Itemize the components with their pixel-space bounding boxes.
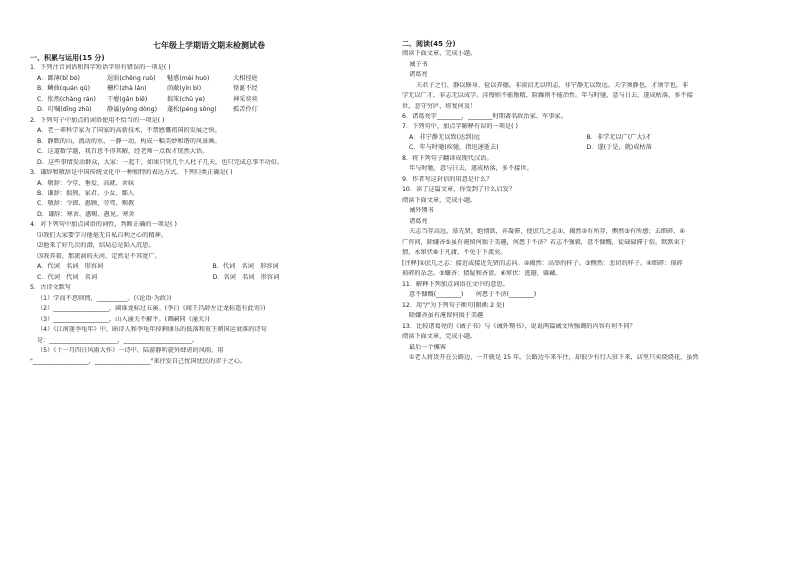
q6: 6．诸葛亮字________，________时期著名政治家、军事家。 <box>402 113 567 120</box>
q7-option-d: D．遂(于是，就)成枯落 <box>586 144 652 152</box>
q1-a-1: A．鄙薄(bǐ bó) <box>37 74 80 82</box>
q7-options-cd <box>402 144 764 152</box>
passage-2-line-1: 夫志当存高远，慕先贤，绝情欲，弃凝滞，使庶几之志①，揭然②有所存，恻然③有所感；去细碎，④ <box>409 228 685 236</box>
q1-a-4: 大相径庭 <box>233 74 258 82</box>
q1-c-2: 干瘪(gān biě) <box>107 95 148 103</box>
q1-option-b <box>30 85 388 93</box>
q4-option-b: B．代词 名词 形容词 <box>212 263 279 271</box>
q4-sentence-2: ⑵他来了好几次的潜，结局总是陷入沉思。 <box>37 242 155 250</box>
q1-b-2: 栅栏(zhà lán) <box>107 85 147 93</box>
section-2-heading: 二、阅读(45 分) <box>402 40 456 48</box>
passage-3-title: 最后一个摊客 <box>409 343 447 351</box>
q13-stem: 13．比较诸葛亮的《诫子书》与《诫外甥书》，说说两篇诫文所强调的内容有何不同？ <box>402 322 636 330</box>
q1-d-4: 孤苦伶仃 <box>233 106 258 114</box>
q2-option-a: A．老一辈科学家为了国家的高新技术，不禁感慨祖国的发展之快。 <box>37 127 221 135</box>
q4-option-c: C．代词 代词 名词 <box>37 273 98 281</box>
passage-2-note-1: [注释]①庶几之志：接近或接近先贤的志向。②揭然：高举的样子。③恻然：悲切的样子。④细碎：琐碎 <box>402 259 683 267</box>
q5-line-2: （2）__________________，阔谁龙标过五溪。(李白《闻王昌龄左迁龙标遥有此寄》) <box>37 305 266 313</box>
q4-stem: 4．对下列句中加点词语的词性，判断正确的一项是( ) <box>30 221 177 229</box>
passage-2-line-2: 广咨问，除嫌吝⑤虽有淹留何损于美趣，何患于不济？若志不强毅，意不慷慨，徒碌碌滞于俗，默默束于 <box>402 238 686 246</box>
q1-option-d <box>30 106 388 114</box>
q12-sentence: 除嫌吝虽有淹留何损于美趣 <box>409 312 484 320</box>
q4-options-cd <box>30 274 388 282</box>
q1-a-3: 魅惑(mèi huò) <box>167 74 210 82</box>
q1-a-2: 逞弱(chěng ruò) <box>107 74 156 82</box>
passage-2-author: 诸葛亮 <box>409 217 428 225</box>
q1-b-4: 怪诞不经 <box>233 85 258 93</box>
passage-1-line-3: 世，悲守穷庐，将复何及！ <box>402 102 477 110</box>
reading-prompt-1: 阅读下面文章，完成小题。 <box>402 50 477 58</box>
passage-2-note-2: 琐碎的杂念。⑤嫌吝：猜疑和吝啬。⑥窜伏：逃避，躲藏。 <box>402 270 562 278</box>
q3-option-b: B．谦辞：拙荆、家君、小女、鄙人 <box>37 190 135 197</box>
q2-option-d: D．这些事情发动群众，大家：一起干，如果只凭几个人杜子几天，也只完成总事半功倍。 <box>37 158 284 166</box>
q7-option-a: A．非宁静无以致(达到)远 <box>409 133 480 141</box>
section-1-heading: 一、积累与运用(15 分) <box>30 54 105 63</box>
q3-option-d: D．谦辞：寒舍、惠赐、愚见、寒舍 <box>37 210 135 218</box>
q1-stem: 1．下列注音词语和四字短语字形有错误的一项是( ) <box>30 64 171 72</box>
q9-stem: 9．作者写这封信的用意是什么？ <box>402 175 493 183</box>
q11-items: 意不慷慨(________) 何患于不济(________) <box>409 291 537 299</box>
q5-line-7: "__________________，__________________"来抒发自己忧国忧民的赤子之心。 <box>30 357 247 365</box>
q1-d-2: 静谧(yǒng dòng) <box>107 106 158 114</box>
q2-option-c: C．这道数学题，我百思不得其解，经老师一点拨才恍然大悟。 <box>37 148 209 156</box>
q4-sentence-1: ⑴我们大家要学习他毫无自私自利之心的精神。 <box>37 231 167 239</box>
q7-options-ab <box>402 134 764 142</box>
q1-c-3: 拙笨(chū ye) <box>167 95 205 103</box>
left-column <box>30 0 388 368</box>
q5-line-3: （3）__________________，山入潼关不解平。(谭嗣同《潼关》) <box>37 315 210 323</box>
reading-prompt-2: 阅读下面文章，完成小题。 <box>402 196 477 204</box>
passage-2-title: 诫外甥书 <box>409 207 434 215</box>
q1-c-4: 神采奕奕 <box>233 95 258 103</box>
q1-option-a <box>30 75 388 83</box>
q1-option-c <box>30 96 388 104</box>
passage-1-author: 诸葛亮 <box>409 71 428 79</box>
q1-d-3: 蓬松(péng sōng) <box>167 106 217 114</box>
q8-stem: 8．将下列句子翻译成现代汉语。 <box>402 154 493 162</box>
passage-2-line-3: 情，永窜伏⑥于凡庸，不免于下流矣。 <box>402 249 507 257</box>
q7-stem: 7．下列句中，加点字解释有误的一项是( ) <box>402 123 518 131</box>
q1-d-1: D．叮嘱(dīng zhǔ) <box>37 106 92 114</box>
q5-stem: 5．古诗文默写 <box>30 284 72 292</box>
q5-line-4: （4）《江南逢李龟年》中，暗诗人和李龟年掉剩康乐的低落和重王朝国运衰落的诗句 <box>37 326 267 334</box>
q8-sentence: 年与时驰，意与日去，遂成枯落，多不接世。 <box>409 165 533 173</box>
q7-option-b: B．非学无以广(广大)才 <box>586 133 652 141</box>
q3-option-c: C．敬辞：令郎、惠顾、劳驾、赐教 <box>37 200 135 208</box>
passage-1-title: 诫子书 <box>409 60 428 68</box>
q7-option-c: C．年与时驰(疾驰，指迅速逝去) <box>409 144 499 152</box>
q5-line-6: （5）《十一月四日风雨大作》一诗中，陆游静听旋外肆虐的风雨，用 <box>37 347 224 355</box>
q4-option-d: D．名词 名词 形容词 <box>212 273 280 281</box>
q2-stem: 2．下列句子中加点的词语使用不恰当的一项是( ) <box>30 116 165 124</box>
q4-sentence-3: ⑶我养着，那流淌的天河，定然是不其宽广。 <box>37 252 161 260</box>
passage-1-line-1: 夫君子之行，静以修身，俭以养德。非淡泊无以明志，非宁静无以致远。夫学须静也，才须学也，非 <box>416 81 689 89</box>
q1-b-3: 荫蔽(yīn bì) <box>167 85 202 93</box>
q11-stem: 11．解释下列加点词语在文中的意思。 <box>402 280 509 288</box>
q12-stem: 12．用"/"为下列句子断句(限断 2 处) <box>402 301 505 309</box>
passage-3-line-1: ①老人将货开在公路边，一开就是 15 年。公路边车来车往，却很少有行人驻下来，店里只卖烧烧花，虽然 <box>409 354 699 362</box>
q2-option-b: B．静默的山，流动的水，一静一动，构成一幅美妙和谐的风景画。 <box>37 137 221 145</box>
q3-stem: 3．谦辞和敬辞是中国传统文化中一种独特的表达方式。下列归类正确是( ) <box>30 169 233 177</box>
page-title: 七年级上学期语文期末检测试卷 <box>153 41 265 50</box>
passage-1-line-2: 学无以广才，非志无以成学。淫慢则不能励精，险躁则不能冶性。年与时驰，意与日去，遂成枯落，多不接 <box>402 92 693 100</box>
q1-b-1: B．鳞曲(quán qū) <box>37 85 91 93</box>
q3-option-a: A．敬辞：令堂、垂爱、高就、舍妹 <box>37 179 135 187</box>
q5-line-5: 是：______________________，______________________。 <box>37 336 198 344</box>
q4-option-a: A．代词 名词 形容词 <box>37 263 104 271</box>
q1-c-1: C．怅然(chàng rán) <box>37 95 96 103</box>
right-column <box>402 40 764 365</box>
q4-options-ab <box>30 263 388 271</box>
reading-prompt-3: 阅读下面文章，完成小题。 <box>402 333 477 341</box>
q5-line-1: （1）学而不思则罔，__________。(《论语·为政》) <box>37 294 172 302</box>
q10-stem: 10．读了这篇文章，你受到了什么启发？ <box>402 186 516 194</box>
